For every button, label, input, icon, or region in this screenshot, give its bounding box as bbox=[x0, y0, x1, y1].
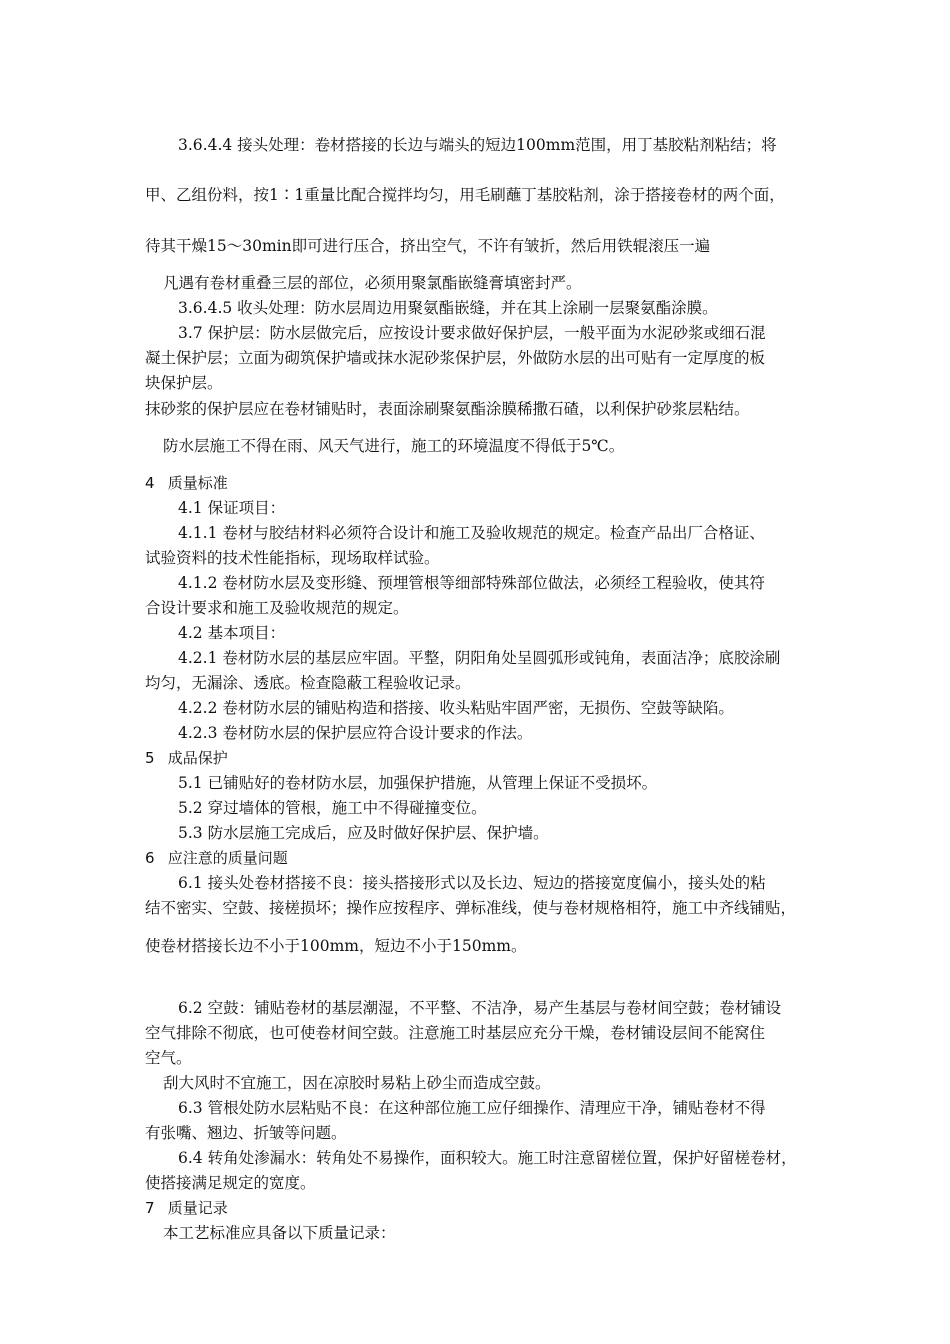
para-4-2-1: 4.2.1 卷材防水层的基层应牢固。平整，阴阳角处呈圆弧形或钝角，表面洁净；底胶涂刷 bbox=[178, 649, 781, 667]
para-6-4: 6.4 转角处渗漏水：转角处不易操作，面积较大。施工时注意留槎位置，保护好留槎卷材， bbox=[178, 1149, 797, 1167]
para-line: 空气排除不彻底，也可使卷材间空鼓。注意施工时基层应充分干燥，卷材铺设层间不能窝住 bbox=[145, 1024, 766, 1042]
para-4-2-3: 4.2.3 卷材防水层的保护层应符合设计要求的作法。 bbox=[178, 724, 533, 742]
para-line: 均匀，无漏涂、透底。检查隐蔽工程验收记录。 bbox=[145, 674, 471, 692]
para-6-1: 6.1 接头处卷材搭接不良：接头搭接形式以及长边、短边的搭接宽度偏小，接头处的粘 bbox=[178, 874, 766, 892]
para-line: 防水层施工不得在雨、风天气进行，施工的环境温度不得低于5℃。 bbox=[163, 437, 625, 455]
section-heading-7: 7 质量记录 bbox=[145, 1199, 228, 1217]
para-4-1: 4.1 保证项目： bbox=[178, 499, 286, 517]
para-line: 使搭接满足规定的宽度。 bbox=[145, 1174, 316, 1192]
section-heading-5: 5 成品保护 bbox=[145, 749, 228, 767]
para-3-6-4-4: 3.6.4.4 接头处理：卷材搭接的长边与端头的短边100mm范围，用丁基胶粘剂粘结；将 bbox=[178, 136, 777, 154]
para-line: 凝土保护层；立面为砌筑保护墙或抹水泥砂浆保护层，外做防水层的出可贴有一定厚度的板 bbox=[145, 349, 766, 367]
para-line: 待其干燥15～30min即可进行压合，挤出空气，不许有皱折，然后用铁辊滚压一遍 bbox=[145, 237, 711, 255]
para-line: 抹砂浆的保护层应在卷材铺贴时，表面涂刷聚氨酯涂膜稀撒石碴，以利保护砂浆层粘结。 bbox=[145, 400, 750, 418]
para-line: 试验资料的技术性能指标，现场取样试验。 bbox=[145, 549, 440, 567]
para-5-1: 5.1 已铺贴好的卷材防水层，加强保护措施，从管理上保证不受损坏。 bbox=[178, 774, 658, 792]
para-line: 结不密实、空鼓、接槎损坏；操作应按程序、弹标准线，使与卷材规格相符，施工中齐线铺贴， bbox=[145, 899, 797, 917]
para-4-2: 4.2 基本项目： bbox=[178, 624, 286, 642]
para-3-6-4-5: 3.6.4.5 收头处理：防水层周边用聚氨酯嵌缝，并在其上涂刷一层聚氨酯涂膜。 bbox=[178, 299, 718, 317]
para-3-7: 3.7 保护层：防水层做完后，应按设计要求做好保护层，一般平面为水泥砂浆或细石混 bbox=[178, 324, 766, 342]
para-6-3: 6.3 管根处防水层粘贴不良：在这种部位施工应仔细操作、清理应干净，铺贴卷材不得 bbox=[178, 1099, 766, 1117]
para-4-2-2: 4.2.2 卷材防水层的铺贴构造和搭接、收头粘贴牢固严密，无损伤、空鼓等缺陷。 bbox=[178, 699, 734, 717]
section-heading-4: 4 质量标准 bbox=[145, 474, 228, 492]
para-line: 块保护层。 bbox=[145, 374, 223, 392]
para-line: 使卷材搭接长边不小于100mm，短边不小于150mm。 bbox=[145, 937, 527, 955]
para-line: 凡遇有卷材重叠三层的部位，必须用聚氯酯嵌缝膏填密封严。 bbox=[163, 274, 582, 292]
para-6-2: 6.2 空鼓：铺贴卷材的基层潮湿，不平整、不洁净，易产生基层与卷材间空鼓；卷材铺设 bbox=[178, 999, 782, 1017]
para-line: 合设计要求和施工及验收规范的规定。 bbox=[145, 599, 409, 617]
para-5-2: 5.2 穿过墙体的管根，施工中不得碰撞变位。 bbox=[178, 799, 487, 817]
para-line: 空气。 bbox=[145, 1049, 192, 1067]
para-4-1-2: 4.1.2 卷材防水层及变形缝、预埋管根等细部特殊部位做法，必须经工程验收，使其符 bbox=[178, 574, 765, 592]
para-line: 有张嘴、翘边、折皱等问题。 bbox=[145, 1124, 347, 1142]
para-line: 甲、乙组份料，按1∶1重量比配合搅拌均匀，用毛刷蘸丁基胶粘剂，涂于搭接卷材的两个面， bbox=[145, 186, 785, 204]
section-heading-6: 6 应注意的质量问题 bbox=[145, 849, 288, 867]
para-line: 刮大风时不宜施工，因在凉胶时易粘上砂尘而造成空鼓。 bbox=[163, 1074, 551, 1092]
para-4-1-1: 4.1.1 卷材与胶结材料必须符合设计和施工及验收规范的规定。检查产品出厂合格证、 bbox=[178, 524, 765, 542]
para-line: 本工艺标准应具备以下质量记录： bbox=[163, 1224, 396, 1242]
para-5-3: 5.3 防水层施工完成后，应及时做好保护层、保护墙。 bbox=[178, 824, 549, 842]
